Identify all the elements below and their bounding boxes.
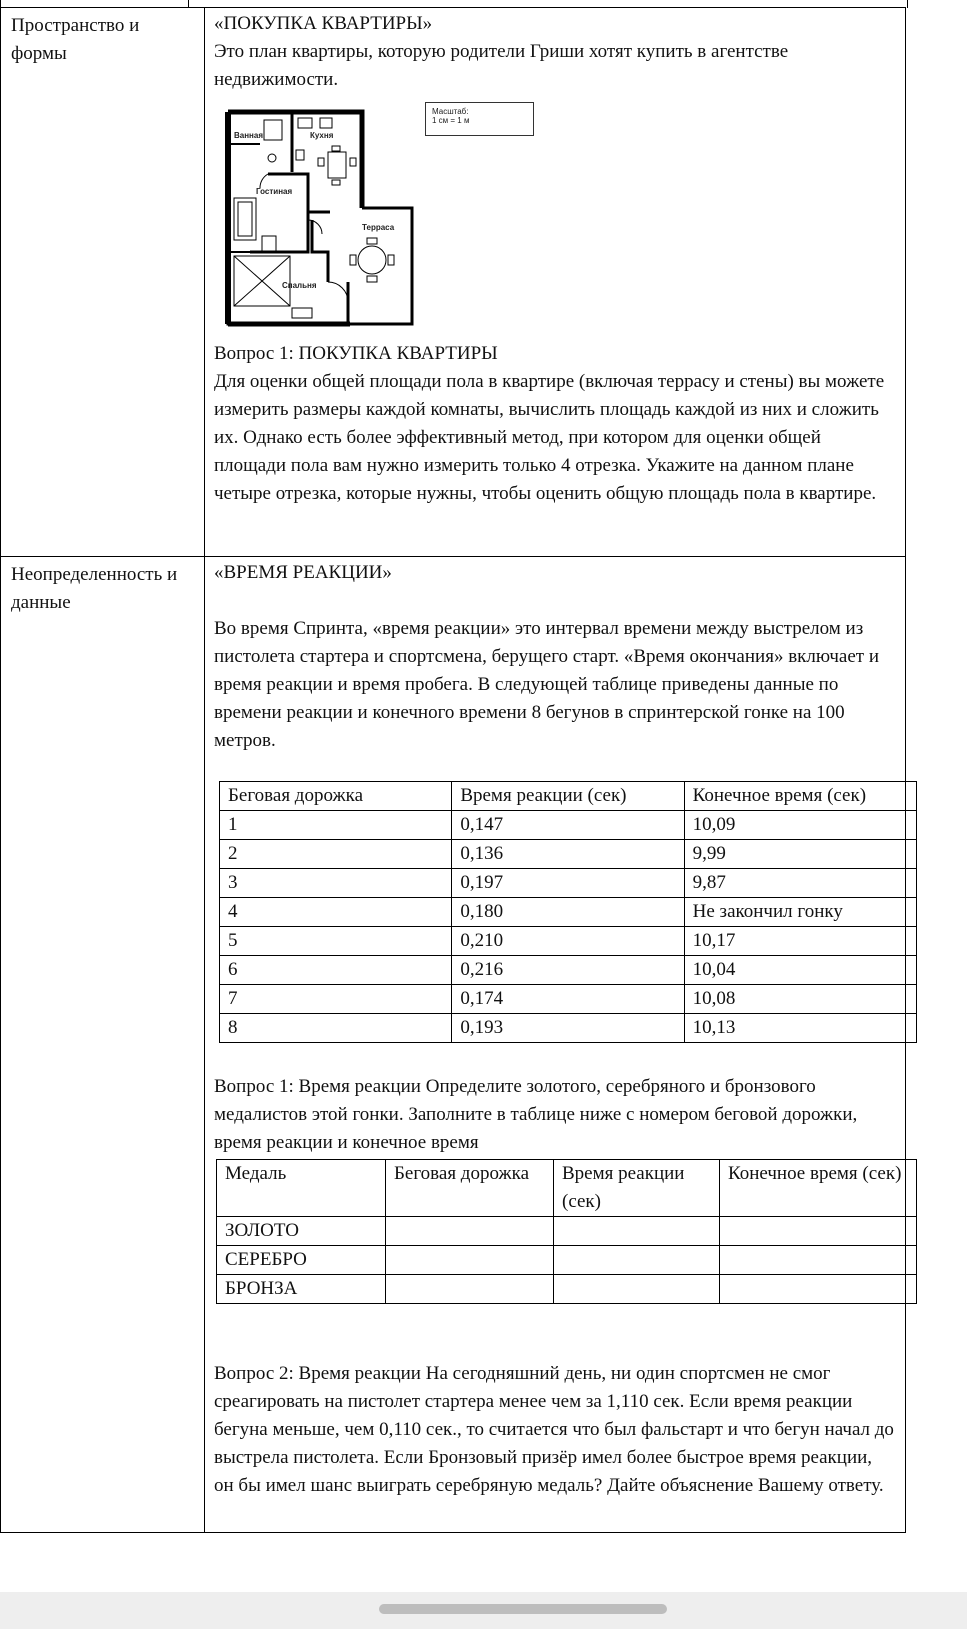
table-cell: 2 — [220, 840, 452, 869]
section-uncertainty-and-data — [1, 557, 906, 1533]
table-row — [220, 898, 917, 927]
table-cell: 0,147 — [452, 811, 684, 840]
apartment-floor-plan — [220, 100, 540, 340]
content-cell — [205, 557, 906, 1533]
category-cell: Неопределенность и данные — [1, 557, 205, 1533]
medal-table — [216, 1159, 917, 1304]
table-header: Беговая дорожка — [386, 1160, 554, 1217]
table-row — [220, 927, 917, 956]
table-cell: 0,210 — [452, 927, 684, 956]
table-cell: 10,04 — [684, 956, 916, 985]
table-row — [220, 811, 917, 840]
medal-label: СЕРЕБРО — [217, 1246, 386, 1275]
room-label-living: Гостиная — [256, 187, 293, 196]
table-cell: 0,197 — [452, 869, 684, 898]
answer-cell[interactable] — [554, 1217, 720, 1246]
table-cell: 0,180 — [452, 898, 684, 927]
task-title: «ПОКУПКА КВАРТИРЫ» — [214, 13, 433, 34]
table-cell: 0,174 — [452, 985, 684, 1014]
answer-cell[interactable] — [386, 1275, 554, 1304]
table-row — [217, 1275, 917, 1304]
question1-text: Вопрос 1: Время реакции Определите золотого, серебряного и бронзового медалистов этой гонки. Заполните в таблице ниже с номером беговой дорожки, время реакции и конечное время — [214, 1076, 858, 1153]
answer-cell[interactable] — [386, 1246, 554, 1275]
table-header: Медаль — [217, 1160, 386, 1217]
table-row — [217, 1217, 917, 1246]
medal-label: БРОНЗА — [217, 1275, 386, 1304]
content-cell — [205, 8, 906, 557]
answer-cell[interactable] — [386, 1217, 554, 1246]
medal-label: ЗОЛОТО — [217, 1217, 386, 1246]
table-row — [220, 840, 917, 869]
table-cell: 6 — [220, 956, 452, 985]
table-cell: 8 — [220, 1014, 452, 1043]
home-indicator[interactable] — [379, 1604, 667, 1614]
reaction-time-table — [219, 781, 917, 1043]
floor-plan-drawing — [220, 102, 420, 332]
table-cell: 9,99 — [684, 840, 916, 869]
table-header: Конечное время (сек) — [720, 1160, 917, 1217]
table-header: Конечное время (сек) — [684, 782, 916, 811]
table-cell: 0,193 — [452, 1014, 684, 1043]
room-label-kitchen: Кухня — [310, 131, 334, 140]
table-row — [220, 869, 917, 898]
table-row — [217, 1246, 917, 1275]
table-cell: 9,87 — [684, 869, 916, 898]
task-intro: Во время Спринта, «время реакции» это интервал времени между выстрелом из пистолета стартера и спортсмена, берущего старт. «Время окончания» включает и время реакции и время пробега. В следующей таблице приведены данные по времени реакции и конечного времени 8 бегунов в спринтерской гонке на 100 метров. — [214, 618, 879, 751]
table-header-row — [217, 1160, 917, 1217]
scale-value: 1 см = 1 м — [432, 116, 470, 125]
category-cell: Пространство и формы — [1, 8, 205, 557]
task-title: «ВРЕМЯ РЕАКЦИИ» — [214, 562, 392, 583]
table-header-row — [220, 782, 917, 811]
table-row — [220, 956, 917, 985]
question-text: Для оценки общей площади пола в квартире (включая террасу и стены) вы можете измерить размеры каждой комнаты, вычислить площадь каждой из них и сложить их. Однако есть более эффективный метод, при котором для оценки общей площади пола вам нужно измерить только 4 отрезка. Укажите на данном плане четыре отрезка, которые нужны, чтобы оценить общую площадь пола в квартире. — [214, 371, 885, 504]
table-cell: 0,136 — [452, 840, 684, 869]
table-row — [220, 1014, 917, 1043]
table-header: Беговая дорожка — [220, 782, 452, 811]
table-cell: Не закончил гонку — [684, 898, 916, 927]
table-header: Время реакции (сек) — [554, 1160, 720, 1217]
table-cell: 1 — [220, 811, 452, 840]
answer-cell[interactable] — [554, 1246, 720, 1275]
room-label-bath: Ванная — [234, 131, 264, 140]
question-title: Вопрос 1: ПОКУПКА КВАРТИРЫ — [214, 343, 498, 364]
table-cell: 10,13 — [684, 1014, 916, 1043]
scale-legend — [425, 102, 534, 136]
table-cell: 10,17 — [684, 927, 916, 956]
answer-cell[interactable] — [720, 1275, 917, 1304]
task-intro: Это план квартиры, которую родители Гриши хотят купить в агентстве недвижимости. — [214, 41, 789, 90]
table-cell: 3 — [220, 869, 452, 898]
table-cell: 0,216 — [452, 956, 684, 985]
worksheet-table — [0, 7, 906, 1533]
section-space-and-shape — [1, 8, 906, 557]
scale-label: Масштаб: — [432, 107, 469, 116]
table-cell: 5 — [220, 927, 452, 956]
answer-cell[interactable] — [554, 1275, 720, 1304]
table-cell: 10,09 — [684, 811, 916, 840]
answer-cell[interactable] — [720, 1246, 917, 1275]
room-label-terrace: Терраса — [362, 223, 395, 232]
table-cell: 7 — [220, 985, 452, 1014]
table-header: Время реакции (сек) — [452, 782, 684, 811]
table-cell: 4 — [220, 898, 452, 927]
question2-text: Вопрос 2: Время реакции На сегодняшний день, ни один спортсмен не смог среагировать на пистолет стартера менее чем за 1,110 сек. Если время реакции бегуна меньше, чем 0,110 сек., то считается что был фальстарт и что бегун начал до выстрела пистолета. Если Бронзовый призёр имел более быстрое время реакции, он бы имел шанс выиграть серебряную медаль? Дайте объяснение Вашему ответу. — [214, 1363, 894, 1496]
answer-cell[interactable] — [720, 1217, 917, 1246]
table-cell: 10,08 — [684, 985, 916, 1014]
table-row — [220, 985, 917, 1014]
room-label-bedroom: Спальня — [282, 281, 317, 290]
